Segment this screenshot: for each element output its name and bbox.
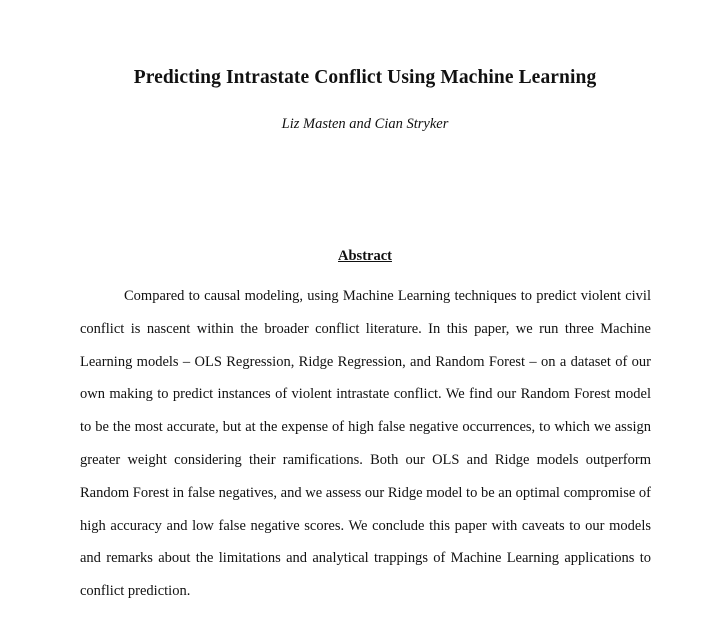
abstract-heading: Abstract xyxy=(338,248,392,264)
abstract-text: Compared to causal modeling, using Machine Learning techniques to predict violent civil conflict is nascent within the broader conflict literature. In this paper, we run three Machine Learning models – OLS Regression, Ridge Regression, and Random Forest – on a dataset of our own making to predict instances of violent intrastate conflict. We find our Random Forest model to be the most accurate, but at the expense of high false negative occurrences, to which we assign greater weight considering their ramifications. Both our OLS and Ridge models outperform Random Forest in false negatives, and we assess our Ridge model to be an optimal compromise of high accuracy and low false negative scores. We conclude this paper with caveats to our models and remarks about the limitations and analytical trappings of Machine Learning applications to conflict prediction. xyxy=(80,288,651,600)
paper-authors: Liz Masten and Cian Stryker xyxy=(281,116,449,132)
paper-title: Predicting Intrastate Conflict Using Machine Learning xyxy=(133,67,597,88)
